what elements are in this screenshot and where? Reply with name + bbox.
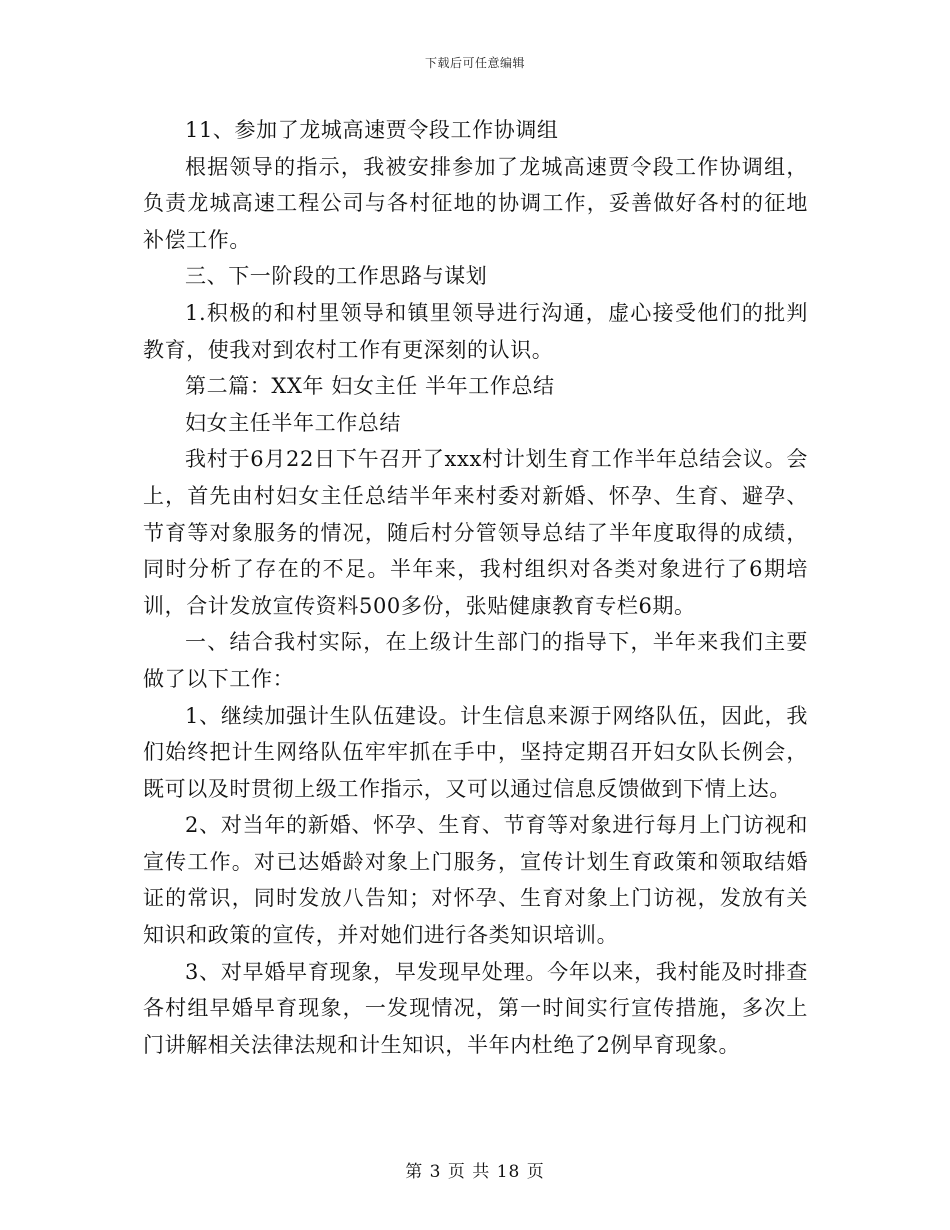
paragraph-work-item-1: 1、继续加强计生队伍建设。计生信息来源于网络队伍，因此，我们始终把计生网络队伍牢牢抓在手中，坚持定期召开妇女队长例会，既可以及时贯彻上级工作指示，又可以通过信息反馈做到下情上达。	[143, 703, 808, 801]
paragraph-section-11-title: 11、参加了龙城高速贾令段工作协调组	[185, 118, 559, 142]
page-header-note: 下载后可任意编辑	[424, 56, 525, 70]
document-body	[143, 112, 808, 1063]
paragraph-work-item-2: 2、对当年的新婚、怀孕、生育、节育等对象进行每月上门访视和宣传工作。对已达婚龄对象上门服务，宣传计划生育政策和领取结婚证的常识，同时发放八告知；对怀孕、生育对象上门访视，发放有关知识和政策的宣传，并对她们进行各类知识培训。	[143, 813, 808, 948]
paragraph-chapter-2-title: 第二篇：XX年 妇女主任 半年工作总结	[185, 374, 555, 399]
paragraph-section-1-intro: 一、结合我村实际，在上级计生部门的指导下，半年来我们主要做了以下工作：	[143, 630, 808, 691]
paragraph-meeting-summary: 我村于6月22日下午召开了xxx村计划生育工作半年总结会议。会上，首先由村妇女主任总结半年来村委对新婚、怀孕、生育、避孕、节育等对象服务的情况，随后村分管领导总结了半年度取得的成绩，同时分析了存在的不足。半年来，我村组织对各类对象进行了6期培训，合计发放宣传资料500多份，张贴健康教育专栏6期。	[143, 447, 808, 618]
paragraph-coordination-duty: 根据领导的指示，我被安排参加了龙城高速贾令段工作协调组，负责龙城高速工程公司与各村征地的协调工作，妥善做好各村的征地补偿工作。	[143, 154, 808, 252]
page-number-label: 第 3 页 共 18 页	[405, 1162, 545, 1182]
paragraph-work-item-3: 3、对早婚早育现象，早发现早处理。今年以来，我村能及时排查各村组早婚早育现象，一发现情况，第一时间实行宣传措施，多次上门讲解相关法律法规和计生知识，半年内杜绝了2例早育现象。	[143, 959, 808, 1057]
paragraph-plan-item-1: 1.积极的和村里领导和镇里领导进行沟通，虚心接受他们的批判教育，使我对到农村工作有更深刻的认识。	[143, 300, 808, 362]
paragraph-section-3-title: 三、下一阶段的工作思路与谋划	[185, 264, 488, 289]
page-number-footer	[0, 1157, 950, 1182]
paragraph-summary-title: 妇女主任半年工作总结	[185, 410, 401, 435]
